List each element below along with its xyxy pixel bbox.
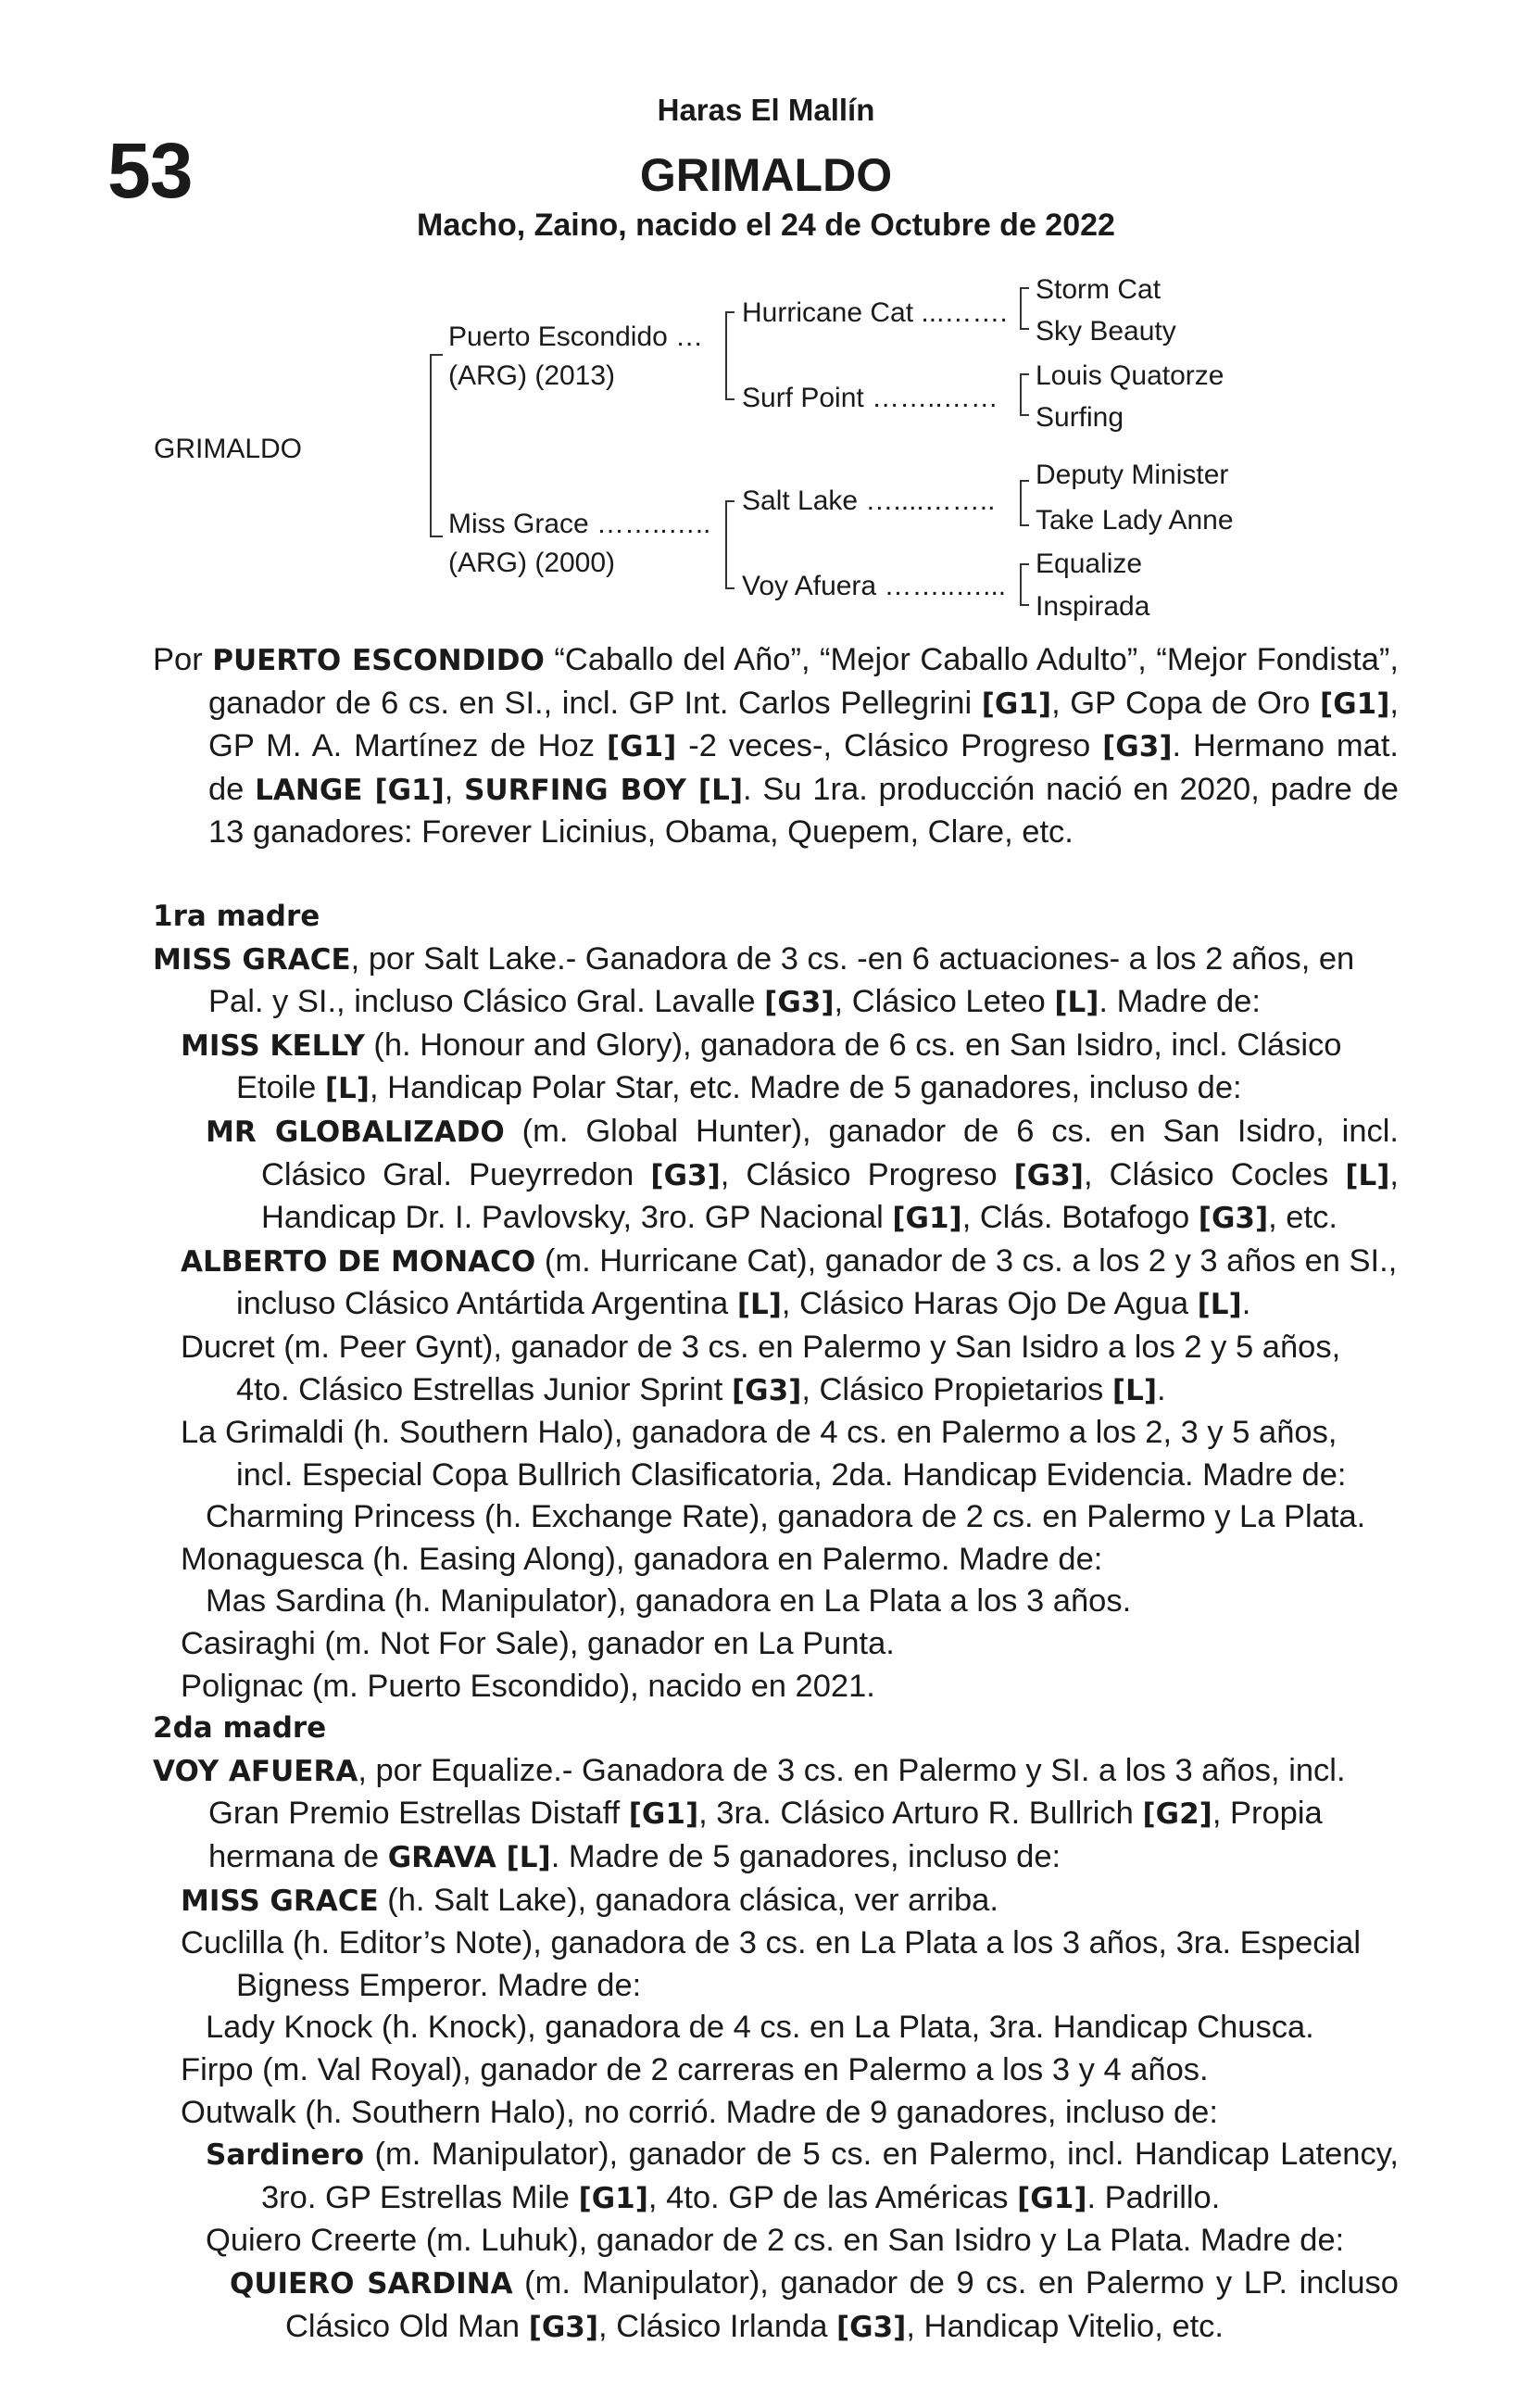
text: , Clásico Irlanda [598,2308,836,2344]
text: Ducret (m. Peer Gynt), ganador de 3 cs. en Palermo y San Isidro a los 2 y 5 años, 4to. Clásico Estrellas Junior Sprint [181,1329,1341,1407]
entry-lady-knock: Lady Knock (h. Knock), ganadora de 4 cs. en La Plata, 3ra. Handicap Chusca. [206,2010,1314,2046]
entry-quiero-sardina [153,2263,1399,2349]
horse-name: LANGE [G1] [255,773,445,807]
entry-sardinero [153,2134,1399,2220]
text: , por Salt Lake.- Ganadora de 3 cs. -en 6 actuaciones- a los 2 años, en Pal. y SI., incluso Clásico Gral. Lavalle [208,940,1355,1020]
entry-miss-kelly [153,1025,1399,1111]
pedigree-bracket-line [430,354,443,356]
grade-badge: [L] [736,1288,782,1322]
pedigree-bracket-line [430,354,432,537]
grade-badge: [G2] [1142,1797,1212,1832]
pedigree-bracket-line [1020,563,1022,606]
text: . Su 1ra. producción nació en 2020, padre de 13 ganadores: Forever Licinius, Obama, Quepem, Clare, etc. [208,771,1399,851]
grade-badge: [L] [1197,1288,1242,1322]
text: . [1157,1371,1166,1407]
text: . Hermano mat. de [208,728,1400,807]
pedigree-bracket-line [1020,524,1029,526]
horse-name: MISS GRACE [153,942,351,977]
entry-outwalk: Outwalk (h. Southern Halo), no corrió. Madre de 9 ganadores, incluso de: [181,2094,1218,2130]
text: , Clás. Botafogo [961,1200,1199,1236]
horse-name: MR GLOBALIZADO [206,1115,505,1149]
pedigree-ggp: Sky Beauty [1036,316,1176,347]
entry-mas-sardina: Mas Sardina (h. Manipulator), ganadora en La Plata a los 3 años. [206,1583,1132,1620]
text: Por [153,642,213,677]
entry-quiero-creerte: Quiero Creerte (m. Luhuk), ganador de 2 cs. en San Isidro y La Plata. Madre de: [206,2223,1345,2259]
first-dam-intro [153,939,1399,1025]
grade-badge: [G3] [836,2310,907,2344]
grade-badge: [G1] [578,2181,648,2215]
text: , etc. [1268,1200,1337,1236]
grade-badge: [G3] [528,2310,599,2344]
catalog-body [153,639,1399,2349]
text: , Clásico Cocles [1083,1156,1346,1192]
text: (m. Manipulator), ganador de 9 cs. en Palermo y LP. incluso Clásico Old Man [285,2264,1399,2344]
grade-badge: [G1] [1017,2181,1087,2215]
text: , Handicap Dr. I. Pavlovsky, 3ro. GP Nacional [261,1156,1399,1236]
entry-alberto-de-monaco [153,1241,1399,1327]
pedigree-sire: Puerto Escondido … [448,321,704,352]
pedigree-dam-origin: (ARG) (2000) [448,548,616,578]
pedigree-ggp: Louis Quatorze [1036,360,1224,391]
horse-name-title: GRIMALDO [639,149,893,201]
text: (m. Manipulator), ganador de 5 cs. en Palermo, incl. Handicap Latency, 3ro. GP Estrellas Mile [261,2137,1399,2215]
text: , Handicap Polar Star, etc. Madre de 5 ganadores, incluso de: [369,1070,1242,1106]
text: , [444,771,465,807]
pedigree-bracket-line [1020,480,1022,526]
text: , GP Copa de Oro [1051,685,1321,721]
text: , Handicap Vitelio, etc. [906,2308,1224,2344]
pedigree-dam: Miss Grace ……..….. [448,509,711,539]
text: , Clásico Haras Ojo De Agua [781,1286,1198,1322]
text: “Caballo del Año”, “Mejor Caballo Adulto”, “Mejor Fondista”, ganador de 6 cs. en SI., incl. GP Int. Carlos Pellegrini [208,642,1400,721]
grade-badge: [G1] [892,1202,962,1236]
sire-name: PUERTO ESCONDIDO [212,644,545,677]
text: . [1241,1286,1251,1322]
entry-charming-princess: Charming Princess (h. Exchange Rate), ganadora de 2 cs. en Palermo y La Plata. [206,1499,1366,1535]
entry-mr-globalizado [153,1111,1399,1241]
entry-cuclilla: Cuclilla (h. Editor’s Note), ganadora de 3 cs. en La Plata a los 3 años, 3ra. Especial Bigness Emperor. Madre de: [181,1925,1362,2003]
text: , GP M. A. Martínez de Hoz [208,685,1399,764]
pedigree-dam-dam: Voy Afuera ……..…... [742,571,1007,601]
entry-monaguesca: Monaguesca (h. Easing Along), ganadora en Palermo. Madre de: [181,1541,1103,1577]
horse-name: Sardinero [206,2138,365,2173]
horse-name: GRAVA [L] [387,1841,551,1875]
pedigree-bracket-line [1020,373,1022,416]
text: (h. Salt Lake), ganadora clásica, ver arriba. [378,1882,998,1918]
horse-name: MISS GRACE [181,1884,379,1918]
pedigree-ggp: Surfing [1036,402,1124,433]
text: (m. Hurricane Cat), ganador de 3 cs. a los 2 y 3 años en SI., incluso Clásico Antártida Argentina [236,1242,1398,1322]
pedigree-sire-origin: (ARG) (2013) [448,360,616,391]
entry-casiraghi: Casiraghi (m. Not For Sale), ganador en La Punta. [181,1626,895,1662]
entry-la-grimaldi: La Grimaldi (h. Southern Halo), ganadora de 4 cs. en Palermo a los 2, 3 y 5 años, incl. Especial Copa Bullrich Clasificatoria, 2da. Handicap Evidencia. Madre de: [181,1415,1347,1493]
grade-badge: [G3] [1013,1158,1084,1192]
pedigree-bracket-line [1020,373,1029,375]
text: (m. Global Hunter), ganador de 6 cs. en San Isidro, incl. Clásico Gral. Pueyrredon [261,1113,1400,1192]
pedigree-ggp: Storm Cat [1036,274,1162,305]
text: , Propia hermana de [208,1796,1323,1875]
text: (h. Honour and Glory), ganadora de 6 cs. en San Isidro, incl. Clásico Etoile [236,1027,1342,1106]
text: . Madre de: [1099,984,1261,1020]
pedigree-bracket-line [1020,287,1029,289]
grade-badge: [L] [1111,1373,1157,1407]
pedigree-bracket-line [725,587,735,589]
grade-badge: [L] [1345,1158,1390,1192]
text: , 3ra. Clásico Arturo R. Bullrich [698,1796,1143,1832]
grade-badge: [G3] [650,1158,721,1192]
grade-badge: [G3] [1198,1202,1269,1236]
text: , Clásico Leteo [834,984,1055,1020]
pedigree-ggp: Equalize [1036,548,1143,579]
lot-number: 53 [107,127,193,214]
horse-name: ALBERTO DE MONACO [181,1244,536,1279]
pedigree-bracket-line [725,500,735,502]
pedigree-bracket-line [430,536,443,537]
horse-name: QUIERO SARDINA [230,2266,513,2301]
horse-name: MISS KELLY [181,1028,365,1063]
pedigree-bracket-line [725,500,727,589]
pedigree-bracket-line [725,311,735,313]
grade-badge: [G1] [628,1797,699,1832]
horse-name: VOY AFUERA [153,1754,358,1788]
pedigree-subject: GRIMALDO [154,434,303,464]
grade-badge: [G3] [731,1373,802,1407]
grade-badge: [G1] [1320,687,1390,721]
pedigree-bracket-line [1020,414,1029,416]
pedigree-bracket-line [1020,328,1029,330]
entry-firpo: Firpo (m. Val Royal), ganador de 2 carreras en Palermo a los 3 y 4 años. [181,2052,1209,2087]
text: , Clásico Propietarios [801,1371,1112,1407]
grade-badge: [G3] [764,986,835,1020]
pedigree-ggp: Deputy Minister [1036,460,1229,490]
entry-miss-grace [153,1880,1399,1923]
text: , 4to. GP de las Américas [647,2179,1018,2215]
horse-description: Macho, Zaino, nacido el 24 de Octubre de 2022 [417,208,1115,243]
pedigree-bracket-line [1020,604,1029,606]
text: , Clásico Progreso [720,1156,1014,1192]
text: , por Equalize.- Ganadora de 3 cs. en Palermo y SI. a los 3 años, incl. Gran Premio Estrellas Distaff [208,1752,1346,1832]
pedigree-sire-sire: Hurricane Cat ...……. [742,297,1008,328]
grade-badge: [G1] [981,687,1052,721]
second-dam-intro [153,1750,1399,1880]
pedigree-ggp: Inspirada [1036,591,1150,622]
text: -2 veces-, Clásico Progreso [676,728,1103,764]
entry-ducret [153,1327,1399,1412]
section-heading-first-dam: 1ra madre [153,899,320,933]
pedigree-bracket-line [725,311,727,400]
pedigree-bracket-line [1020,287,1022,330]
grade-badge: [G3] [1102,730,1173,764]
pedigree-ggp: Take Lady Anne [1036,505,1234,536]
pedigree-bracket-line [1020,563,1029,565]
grade-badge: [L] [324,1072,370,1106]
grade-badge: [G1] [606,730,677,764]
pedigree-bracket-line [725,398,735,400]
grade-badge: [L] [1054,986,1099,1020]
pedigree-sire-dam: Surf Point ……..…… [742,383,998,413]
section-heading-second-dam: 2da madre [153,1711,327,1746]
entry-polignac: Polignac (m. Puerto Escondido), nacido en 2021. [181,1668,875,1704]
text: . Madre de 5 ganadores, incluso de: [550,1839,1061,1875]
sire-paragraph [153,639,1399,854]
horse-name: SURFING BOY [L] [464,773,743,807]
pedigree-dam-sire: Salt Lake …....…….. [742,485,996,516]
pedigree-bracket-line [1020,480,1029,482]
text: . Padrillo. [1086,2179,1221,2215]
breeder-name: Haras El Mallín [657,93,875,127]
